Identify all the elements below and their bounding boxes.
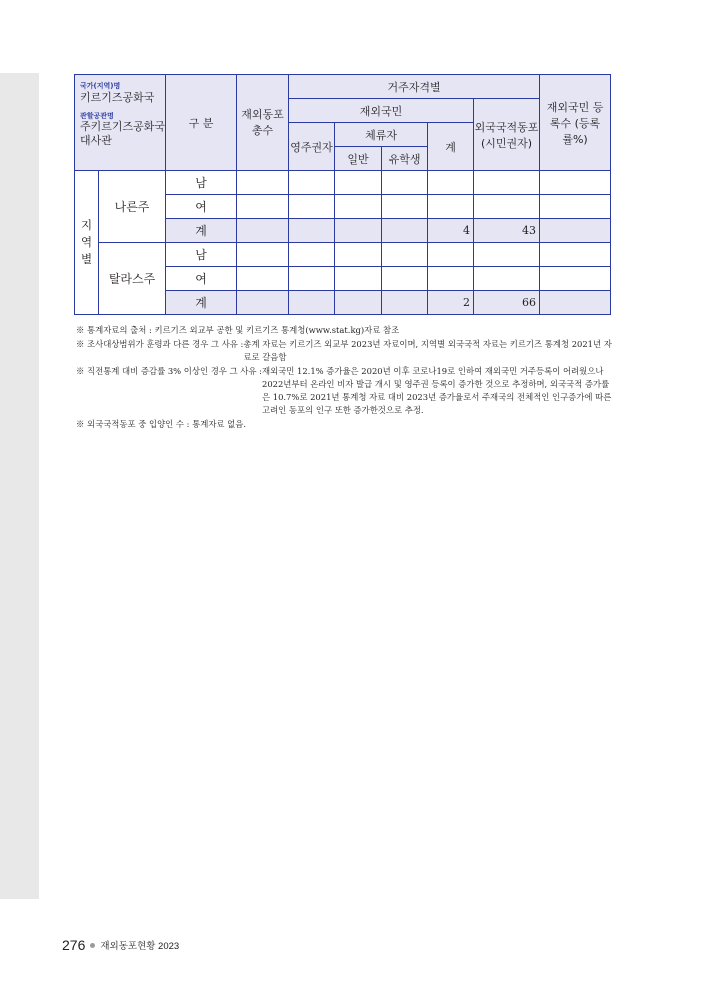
cell-total: [237, 243, 289, 267]
row-label: 여: [166, 195, 237, 219]
row-label: 여: [166, 267, 237, 291]
footnotes: [76, 324, 616, 432]
cell-student: [382, 219, 428, 243]
cell-student: [382, 195, 428, 219]
cell-subtotal: 2: [428, 291, 474, 315]
note-scope-text: 총계 자료는 키르기즈 외교부 2023년 자료이며, 지역별 외국국적 자료는 키르기즈 통계청 2021년 자료로 갈음함: [243, 339, 612, 362]
header-corner-cell: [75, 75, 166, 171]
mission-label: 관할공관명: [80, 111, 114, 120]
cell-general: [335, 171, 382, 195]
mission-name-line2: 대사관: [80, 134, 112, 147]
row-label: 남: [166, 243, 237, 267]
cell-total: [237, 267, 289, 291]
cell-subtotal: [428, 195, 474, 219]
header-sojourner: 체류자: [335, 123, 428, 147]
note-adoption: ※ 외국국적동포 중 입양인 수 : 통계자료 없음.: [76, 419, 247, 429]
cell-subtotal: [428, 171, 474, 195]
cell-subtotal: 4: [428, 219, 474, 243]
cell-subtotal: [428, 267, 474, 291]
cell-student: [382, 267, 428, 291]
note-scope: [76, 338, 616, 364]
page-number: 276: [62, 937, 86, 953]
row-label: 남: [166, 171, 237, 195]
cell-permanent: [289, 171, 335, 195]
cell-registered: [540, 291, 611, 315]
header-foreign-nationals: 외국국적동포 (시민권자): [474, 99, 540, 171]
cell-permanent: [289, 291, 335, 315]
statistics-table: [74, 74, 611, 315]
cell-general: [335, 219, 382, 243]
header-nationals: 재외국민: [289, 99, 474, 123]
row-label-total: 계: [166, 219, 237, 243]
note-change-text: 재외국민 12.1% 증가율은 2020년 이후 코로나19로 인하여 재외국민 거주등록이 어려웠으나 2022년부터 온라인 비자 발급 개시 및 영주권 등록이 증가한 것으로 추정하며, 외국국적 증가률은 10.7%로 2021년 통계청 자료 대비 2023년 증가율로서 주재국의 전체적인 인구증가에 따른 고려인 동포의 인구 또한 증가한것으로 추정.: [261, 366, 612, 415]
header-subtotal: 계: [428, 123, 474, 171]
side-margin-band: [0, 73, 39, 899]
cell-permanent: [289, 219, 335, 243]
note-change-lead: ※ 직전통계 대비 증감률 3% 이상인 경우 그 사유 :: [76, 366, 262, 376]
header-residence-status: 거주자격별: [289, 75, 540, 99]
bullet-icon: [90, 943, 95, 948]
cell-foreign: [474, 267, 540, 291]
mission-name-line1: 주키르기즈공화국: [80, 120, 166, 134]
cell-student: [382, 243, 428, 267]
region-group-text: 지 역 별: [80, 218, 93, 266]
country-name: 키르기즈공화국: [80, 90, 155, 104]
header-student: 유학생: [382, 147, 428, 171]
cell-registered: [540, 267, 611, 291]
cell-total: [237, 195, 289, 219]
book-title: 재외동포현황 2023: [100, 941, 180, 952]
cell-total: [237, 171, 289, 195]
note-change: [76, 365, 616, 417]
cell-student: [382, 171, 428, 195]
header-category: 구 분: [166, 75, 237, 171]
cell-registered: [540, 195, 611, 219]
header-permanent: 영주권자: [289, 123, 335, 171]
cell-permanent: [289, 195, 335, 219]
country-label: 국가(지역)명: [80, 82, 121, 90]
cell-permanent: [289, 243, 335, 267]
cell-subtotal: [428, 243, 474, 267]
cell-general: [335, 243, 382, 267]
page-footer: [62, 937, 179, 953]
note-source: ※ 통계자료의 출처 : 키르기즈 외교부 공한 및 키르기즈 통계청(www.stat.kg)자료 참조: [76, 325, 400, 335]
cell-foreign: [474, 243, 540, 267]
cell-foreign: [474, 171, 540, 195]
cell-total: [237, 291, 289, 315]
cell-general: [335, 291, 382, 315]
cell-permanent: [289, 267, 335, 291]
cell-total: [237, 219, 289, 243]
cell-registered: [540, 219, 611, 243]
cell-general: [335, 195, 382, 219]
region-group-label: [75, 171, 99, 315]
region-name: 나른주: [99, 171, 166, 243]
cell-student: [382, 291, 428, 315]
cell-registered: [540, 243, 611, 267]
cell-foreign: [474, 195, 540, 219]
header-general: 일반: [335, 147, 382, 171]
header-registered: 재외국민 등록수 (등록률%): [540, 75, 611, 171]
note-scope-lead: ※ 조사대상범위가 훈령과 다른 경우 그 사유 :: [76, 339, 244, 349]
region-name: 탈라스주: [99, 243, 166, 315]
cell-foreign: 43: [474, 219, 540, 243]
row-label-total: 계: [166, 291, 237, 315]
cell-foreign: 66: [474, 291, 540, 315]
cell-registered: [540, 171, 611, 195]
header-total: 재외동포 총수: [237, 75, 289, 171]
cell-general: [335, 267, 382, 291]
